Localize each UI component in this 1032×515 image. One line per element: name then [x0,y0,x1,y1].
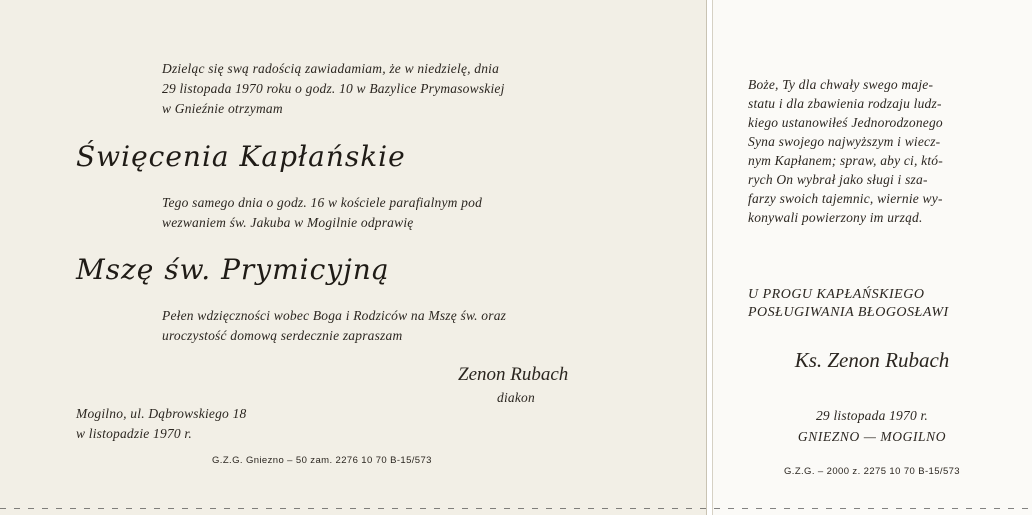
same-day-line-1: Tego samego dnia o godz. 16 w kościele parafialnym pod [162,195,483,210]
threshold-line-2: POSŁUGIWANIA BŁOGOSŁAWI [748,305,949,320]
printer-note-right: G.Z.G. – 2000 z. 2275 10 70 B-15/573 [783,466,960,477]
intro-line-1: Dzieląc się swą radością zawiadamiam, że w niedzielę, dnia [162,61,500,76]
printer-note-left: G.Z.G. Gniezno – 50 zam. 2276 10 70 B-15/573 [212,455,432,466]
signature-name: Zenon Rubach [458,364,569,385]
signature-title: diakon [497,390,535,405]
places: GNIEZNO — MOGILNO [797,429,947,444]
invitation-line-2: uroczystość domową serdecznie zapraszam [162,328,403,343]
intro-line-3: w Gnieźnie otrzymam [162,101,283,116]
prayer-line-6: rych On wybrał jako sługi i sza- [748,172,928,187]
prayer-line-4: Syna swojego najwyższym i wiecz- [748,134,941,149]
same-day-line-2: wezwaniem św. Jakuba w Mogilnie odprawię [162,215,414,230]
torn-edge-line [0,508,1032,509]
prayer-line-7: farzy swoich tajemnic, wiernie wy- [748,191,943,206]
intro-line-2: 29 listopada 1970 roku o godz. 10 w Bazylice Prymasowskiej [162,81,505,96]
heading-ordination: Święcenia Kapłańskie [76,140,406,173]
threshold-line-1: U PROGU KAPŁAŃSKIEGO [748,287,925,302]
address-line-2: w listopadzie 1970 r. [76,426,192,441]
prayer-line-3: kiego ustanowiłeś Jednorodzonego [748,115,943,130]
invitation-line-1: Pełen wdzięczności wobec Boga i Rodziców na Mszę św. oraz [162,308,507,323]
heading-mass: Mszę św. Prymicyjną [76,253,390,286]
prayer-line-1: Boże, Ty dla chwały swego maje- [748,77,934,92]
prayer-line-5: nym Kapłanem; spraw, aby ci, któ- [748,153,943,168]
prayer-card [712,0,1032,515]
ordination-date: 29 listopada 1970 r. [815,408,928,423]
prayer-line-8: konywali powierzony im urząd. [748,210,923,225]
address-line-1: Mogilno, ul. Dąbrowskiego 18 [76,406,247,421]
priest-name: Ks. Zenon Rubach [794,348,950,372]
prayer-line-2: statu i dla zbawienia rodzaju ludz- [748,96,942,111]
